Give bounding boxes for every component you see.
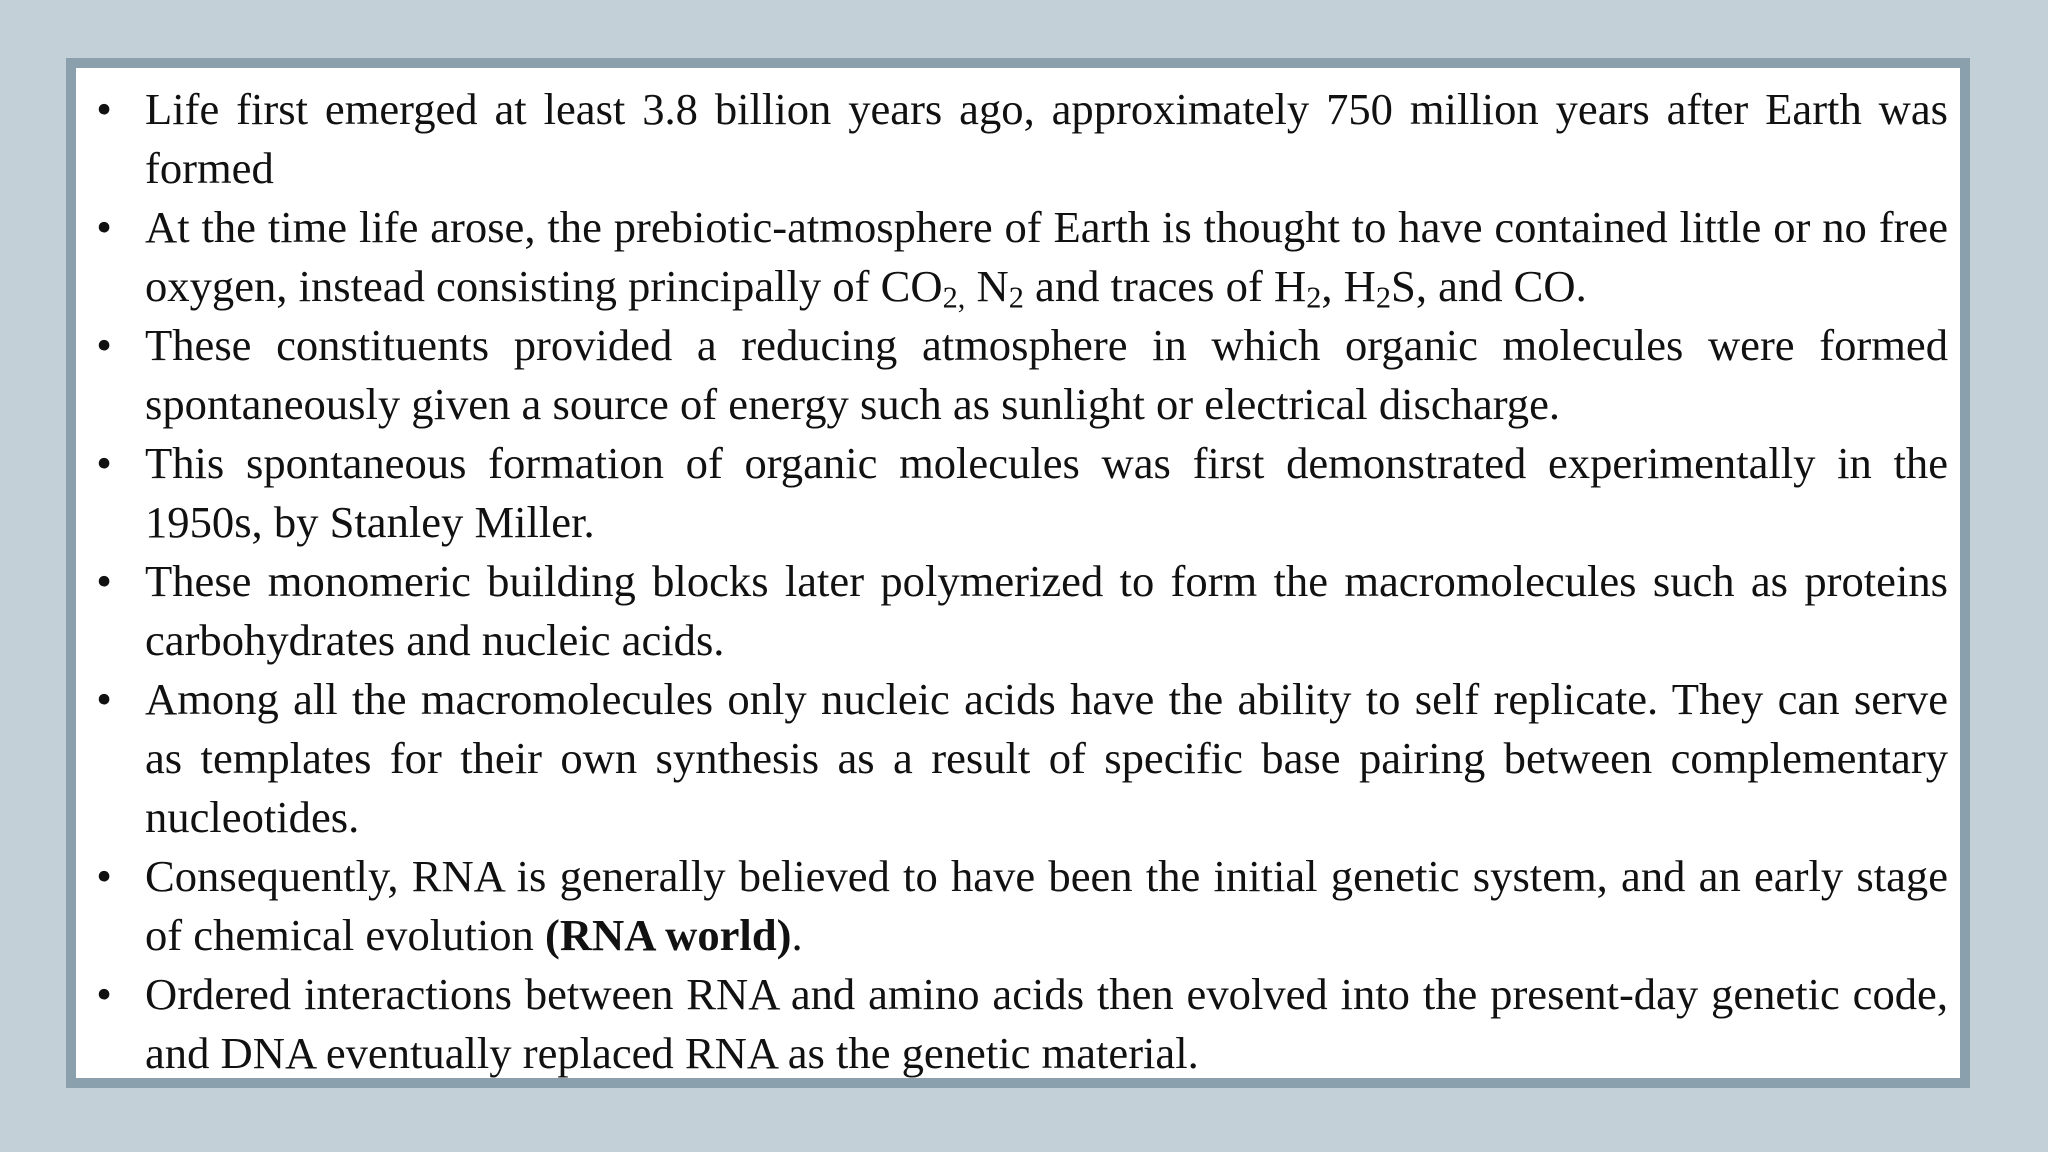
bullet-text	[145, 851, 1948, 960]
text-fragment: .	[791, 910, 803, 960]
text-fragment: S, and CO.	[1391, 261, 1587, 311]
bullet-list	[89, 80, 1948, 1083]
bullet-text: These constituents provided a reducing atmosphere in which organic molecules were formed spontaneously given a source of energy such as sunlight or electrical discharge.	[145, 320, 1948, 429]
bullet-dot: •	[96, 202, 112, 252]
bullet-item	[89, 847, 1948, 965]
bullet-text: Life first emerged at least 3.8 billion years ago, approximately 750 million years after Earth was formed	[145, 84, 1948, 193]
bullet-text: Ordered interactions between RNA and amino acids then evolved into the present-day genetic code, and DNA eventually replaced RNA as the genetic material.	[145, 969, 1948, 1078]
bullet-item	[89, 965, 1948, 1083]
bullet-item	[89, 198, 1948, 316]
bullet-dot: •	[96, 556, 112, 606]
bullet-dot: •	[96, 851, 112, 901]
bullet-dot: •	[96, 84, 112, 134]
subscript: 2	[1375, 280, 1392, 315]
bullet-dot: •	[96, 320, 112, 370]
bullet-dot: •	[96, 674, 112, 724]
content-box	[66, 58, 1970, 1088]
subscript: 2,	[942, 280, 966, 315]
bullet-dot: •	[96, 969, 112, 1019]
text-fragment: N	[965, 261, 1009, 311]
bullet-text	[145, 202, 1948, 315]
text-fragment: , H	[1321, 261, 1376, 311]
subscript: 2	[1008, 280, 1024, 315]
bullet-dot: •	[96, 438, 112, 488]
bullet-item	[89, 670, 1948, 847]
bullet-text: These monomeric building blocks later polymerized to form the macromolecules such as proteins carbohydrates and nucleic acids.	[145, 556, 1948, 665]
bullet-text: This spontaneous formation of organic molecules was first demonstrated experimentally in the 1950s, by Stanley Miller.	[145, 438, 1948, 547]
bullet-item	[89, 80, 1948, 198]
text-fragment: Consequently, RNA is generally believed to have been the initial genetic system, and an early stage of chemical evolution	[145, 851, 1948, 960]
rna-world-term: (RNA world)	[544, 910, 792, 960]
bullet-text: Among all the macromolecules only nucleic acids have the ability to self replicate. They can serve as templates for their own synthesis as a result of specific base pairing between complementary nucleotides.	[145, 674, 1948, 842]
bullet-item	[89, 316, 1948, 434]
subscript: 2	[1306, 280, 1322, 315]
text-fragment: At the time life arose, the prebiotic-atmosphere of Earth is thought to have contained little or no free oxygen, instead consisting principally of CO	[145, 202, 1948, 311]
bullet-item	[89, 552, 1948, 670]
bullet-item	[89, 434, 1948, 552]
text-fragment: and traces of H	[1023, 261, 1307, 311]
